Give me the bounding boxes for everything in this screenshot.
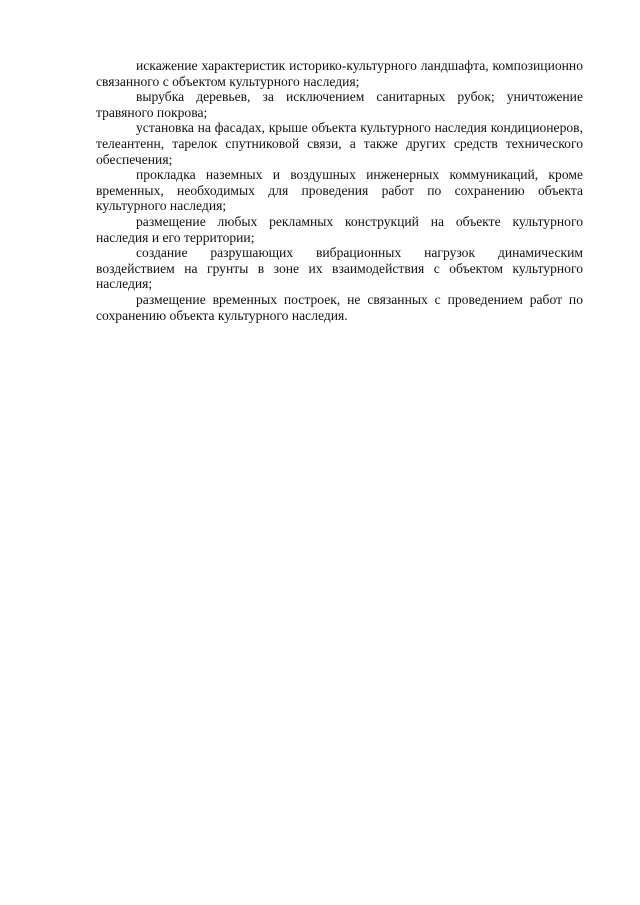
paragraph-utilities-laying: прокладка наземных и воздушных инженерных коммуникаций, кроме временных, необходимых для проведения работ по сохранению объекта культурного наследия; xyxy=(96,167,583,214)
paragraph-landscape-distortion: искажение характеристик историко-культурного ландшафта, композиционно связанного с объектом культурного наследия; xyxy=(96,58,583,89)
paragraph-vibration-loads: создание разрушающих вибрационных нагрузок динамическим воздействием на грунты в зоне их взаимодействия с объектом культурного наследия; xyxy=(96,245,583,292)
document-body xyxy=(96,58,583,323)
paragraph-advertising: размещение любых рекламных конструкций на объекте культурного наследия и его территории; xyxy=(96,213,583,245)
paragraph-tree-felling: вырубка деревьев, за исключением санитарных рубок; уничтожение травяного покрова; xyxy=(96,89,583,120)
paragraph-temporary-buildings: размещение временных построек, не связанных с проведением работ по сохранению объекта культурного наследия. xyxy=(96,291,583,323)
paragraph-facade-equipment: установка на фасадах, крыше объекта культурного наследия кондиционеров, телеантенн, тарелок спутниковой связи, а также других средств технического обеспечения; xyxy=(96,120,583,167)
